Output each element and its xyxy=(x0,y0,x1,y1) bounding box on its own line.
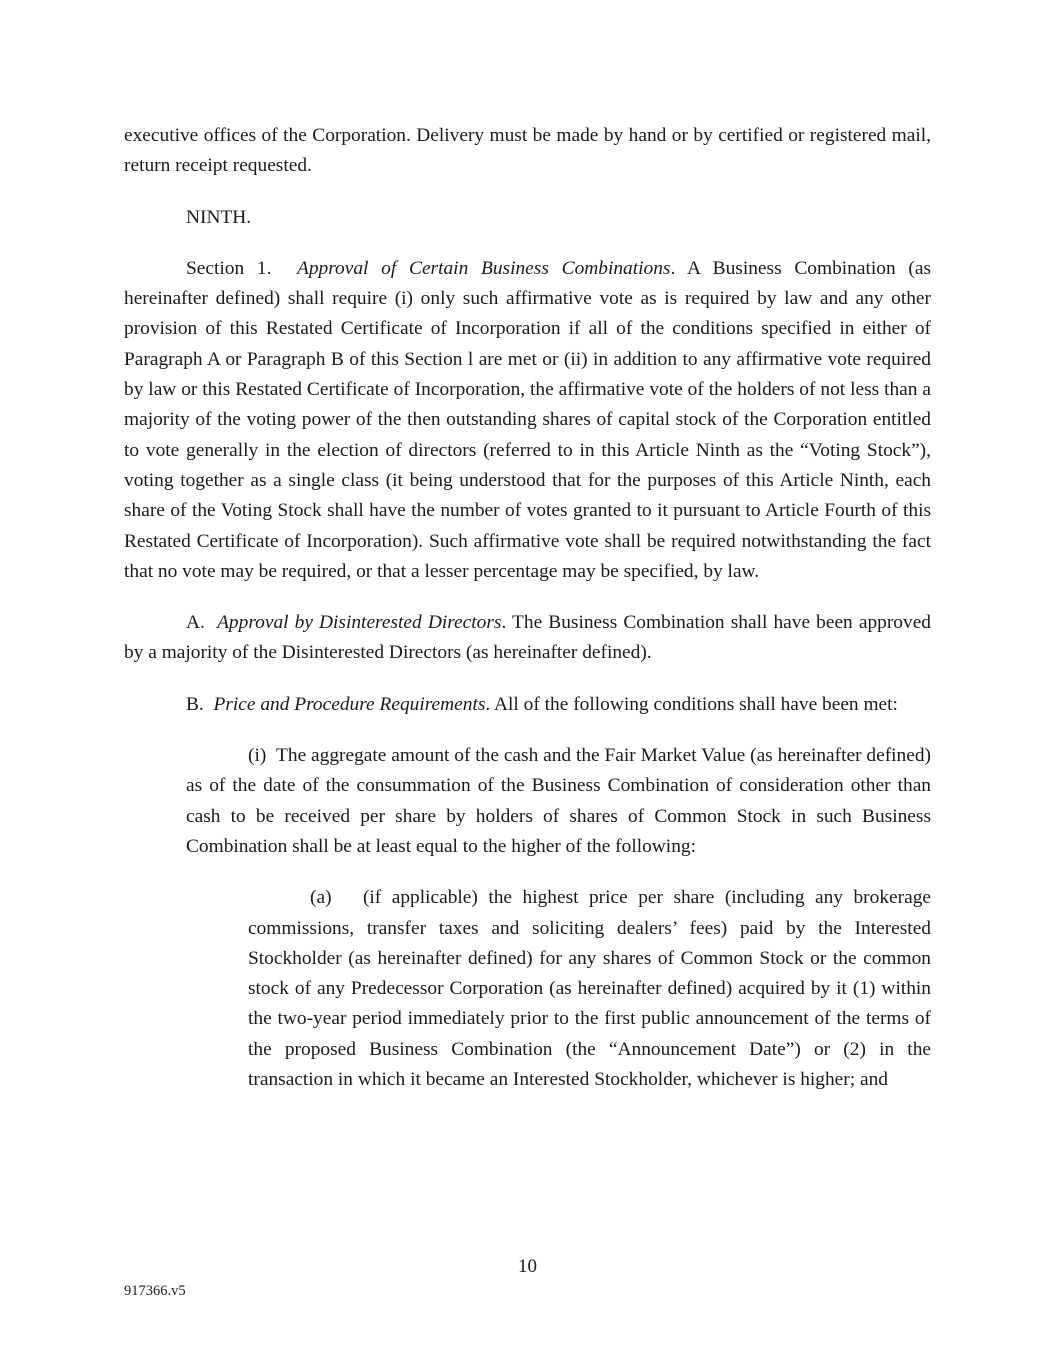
item-i-text: The aggregate amount of the cash and the Fair Market Value (as hereinafter defined) as of the date of the consummation of the Business Combination of consideration other than cash to be received per share by holders of shares of Common Stock in such Business Combination shall be at least equal to the higher of the following: xyxy=(186,745,931,857)
paragraph-b-text: . All of the following conditions shall have been met: xyxy=(485,693,898,715)
item-a-text: (if applicable) the highest price per share (including any brokerage commissions, transfer taxes and soliciting dealers’ fees) paid by the Interested Stockholder (as hereinafter defined) for any shares of Common Stock or the common stock of any Predecessor Corporation (as hereinafter defined) acquired by it (1) within the two-year period immediately prior to the first public announcement of the terms of the proposed Business Combination (the “Announcement Date”) or (2) in the transaction in which it became an Interested Stockholder, whichever is higher; and xyxy=(248,887,931,1091)
section-1-title: Approval of Certain Business Combinations xyxy=(296,257,671,279)
item-i-label: (i) xyxy=(248,745,267,767)
page-number: 10 xyxy=(518,1256,537,1277)
paragraph-a-title: Approval by Disinterested Directors xyxy=(217,612,502,634)
paragraph-a-text: . The Business Combination shall have been approved by a majority of the Disinterested Directors (as hereinafter defined). xyxy=(124,612,932,664)
paragraph-b-title: Price and Procedure Requirements xyxy=(213,693,486,715)
paragraph-b-label: B. xyxy=(186,693,204,715)
paragraph-a-label: A. xyxy=(186,612,205,634)
article-heading: NINTH. xyxy=(186,206,252,228)
section-1-paragraph xyxy=(124,254,931,587)
item-i-paragraph xyxy=(186,741,931,862)
document-body xyxy=(124,121,931,1095)
paragraph-b xyxy=(124,690,931,720)
continuation-paragraph: executive offices of the Corporation. Delivery must be made by hand or by certified or registered mail, return receipt requested. xyxy=(124,125,931,177)
section-1-text: . A Business Combination (as hereinafter defined) shall require (i) only such affirmative vote as is required by law and any other provision of this Restated Certificate of Incorporation if all of the conditions specified in either of Paragraph A or Paragraph B of this Section l are met or (ii) in addition to any affirmative vote required by law or this Restated Certificate of Incorporation, the affirmative vote of the holders of not less than a majority of the voting power of the then outstanding shares of capital stock of the Corporation entitled to vote generally in the election of directors (referred to in this Article Ninth as the “Voting Stock”), voting together as a single class (it being understood that for the purposes of this Article Ninth, each share of the Voting Stock shall have the number of votes granted to it pursuant to Article Fourth of this Restated Certificate of Incorporation). Such affirmative vote shall be required notwithstanding the fact that no vote may be required, or that a lesser percentage may be specified, by law. xyxy=(124,257,931,582)
item-a-paragraph xyxy=(248,883,931,1095)
document-id: 917366.v5 xyxy=(124,1283,186,1299)
item-a-label: (a) xyxy=(310,887,332,909)
section-1-label: Section 1. xyxy=(186,257,272,279)
paragraph-a xyxy=(124,608,931,669)
